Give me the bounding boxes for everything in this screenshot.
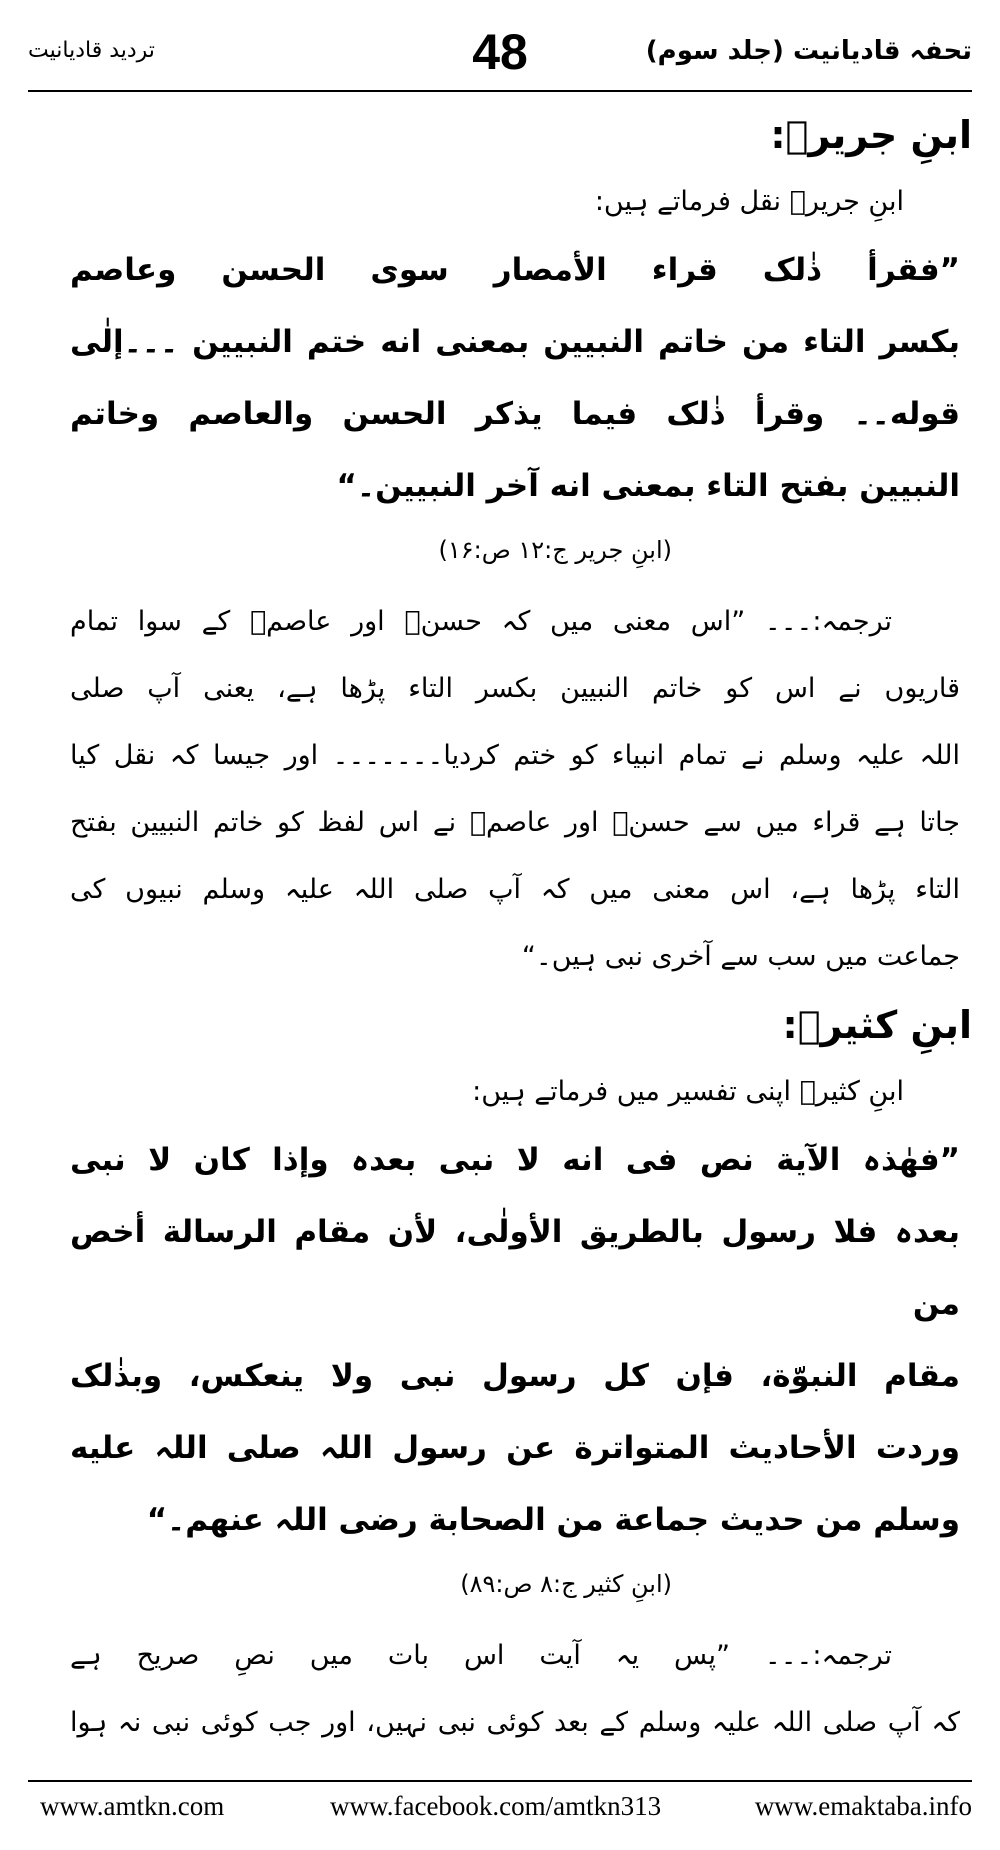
reference-ibn-kathir: (ابنِ کثیر ج:۸ ص:۸۹) [460,1570,672,1598]
quote-line: ”فقرأ ذٰلک قراء الأمصار سوی الحسن وعاصم [70,252,960,288]
quote-line: وسلم من حدیث جماعة من الصحابة رضی اللہ عنھم۔“ [146,1502,960,1538]
quote-line: ”فھٰذہ الآیة نص فی انه لا نبی بعدہ وإذا کان لا نبی [70,1142,960,1178]
reference-ibn-jarir: (ابنِ جریر ج:۱۲ ص:۱۶) [438,536,672,564]
section-heading-ibn-kathir: ابنِ کثیرؒ: [782,1003,972,1047]
translation-line: التاء پڑھا ہے، اس معنی میں کہ آپ صلی اللہ علیہ وسلم نبیوں کی [70,874,960,905]
translation-line: اللہ علیہ وسلم نے تمام انبیاء کو ختم کردیا۔۔۔۔۔۔۔ اور جیسا کہ نقل کیا [70,740,960,771]
quote-line: وردت الأحادیث المتواترة عن رسول اللہ صلی اللہ علیه [70,1430,960,1466]
arabic-quote-ibn-kathir [70,1124,960,1556]
quote-line: بکسر التاء من خاتم النبیین بمعنی انه ختم النبیین ۔۔۔إلٰی [70,324,960,360]
book-title: تحفہ قادیانیت (جلد سوم) [645,36,972,66]
translation-line: قاریوں نے اس کو خاتم النبیین بکسر التاء پڑھا ہے، یعنی آپ صلی [70,673,960,704]
footer-divider [28,1780,972,1782]
translation-line: جماعت میں سب سے آخری نبی ہیں۔“ [521,941,960,972]
translation-line: جاتا ہے قراء میں سے حسنؒ اور عاصمؒ نے اس لفظ کو خاتم النبیین بفتح [70,807,960,838]
page-footer [40,1788,972,1828]
quote-line: بعدہ فلا رسول بالطریق الأولٰی، لأن مقام الرسالة أخص من [70,1214,960,1322]
translation-ibn-kathir [70,1622,960,1756]
quote-line: مقام النبوّة، فإن کل رسول نبی ولا ینعکس، وبذٰلک [70,1358,960,1394]
page-number: 48 [472,24,528,80]
quote-line: قوله۔۔ وقرأ ذٰلک فیما یذکر الحسن والعاصم وخاتم [70,396,960,432]
page-header [28,22,972,82]
footer-link-facebook[interactable]: www.facebook.com/amtkn313 [330,1791,662,1821]
translation-line: ترجمہ:۔۔۔ ”اس معنی میں کہ حسنؒ اور عاصمؒ کے سوا تمام [70,606,892,637]
section-title: تردید قادیانیت [28,38,155,63]
page-body [70,100,972,1756]
quote-line: النبیین بفتح التاء بمعنی انه آخر النبیین۔“ [336,468,960,504]
translation-line: ترجمہ:۔۔۔ ”پس یہ آیت اس بات میں نصِ صریح ہے [70,1640,892,1671]
translation-ibn-jarir [70,588,960,990]
intro-ibn-kathir: ابنِ کثیرؒ اپنی تفسیر میں فرماتے ہیں: [472,1076,904,1107]
footer-link-emaktaba[interactable]: www.emaktaba.info [754,1791,972,1821]
footer-link-amtkn[interactable]: www.amtkn.com [40,1791,225,1821]
intro-ibn-jarir: ابنِ جریرؒ نقل فرماتے ہیں: [594,186,904,217]
translation-line: کہ آپ صلی اللہ علیہ وسلم کے بعد کوئی نبی نہیں، اور جب کوئی نبی نہ ہوا [70,1707,960,1738]
section-heading-ibn-jarir: ابنِ جریرؒ: [770,113,972,157]
header-divider [28,90,972,92]
arabic-quote-ibn-jarir [70,234,960,522]
